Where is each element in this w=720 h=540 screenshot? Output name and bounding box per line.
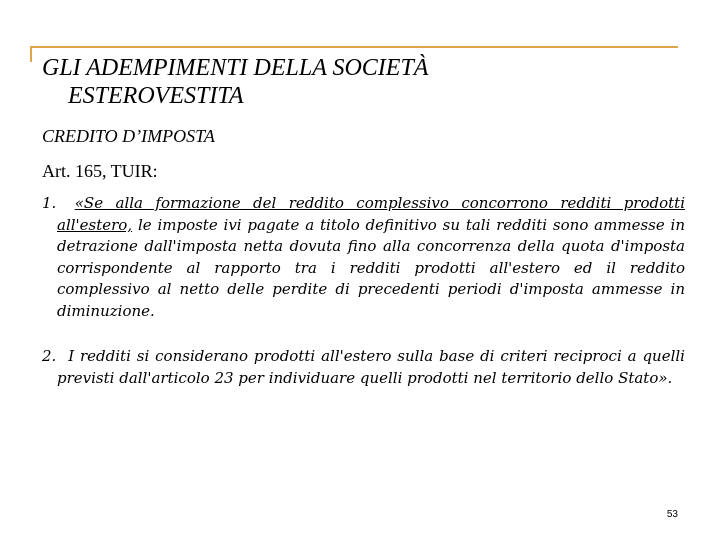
- paragraph-2-text: I redditi si considerano prodotti all'estero sulla base di criteri reciproci a quelli previsti dall'articolo 23 per individuare quelli prodotti nel territorio dello Stato».: [57, 347, 685, 387]
- title-line-1: GLI ADEMPIMENTI DELLA SOCIETÀ: [42, 55, 429, 81]
- article-reference: Art. 165, TUIR:: [42, 161, 158, 181]
- paragraph-1: [42, 193, 685, 322]
- header-rule: [30, 46, 678, 48]
- header-rule-corner: [30, 46, 32, 62]
- slide-title: [42, 54, 682, 110]
- slide-subtitle: CREDITO D’IMPOSTA: [42, 126, 215, 146]
- paragraph-1-text: le imposte ivi pagate a titolo definitivo su tali redditi sono ammesse in detrazione dall'imposta netta dovuta fino alla concorrenza della quota d'imposta corrispondente al rapporto tra i redditi prodotti all'estero ed il reddito complessivo al netto delle perdite di precedenti periodi d'imposta ammesse in diminuzione.: [57, 215, 685, 320]
- paragraph-1-underlined-text: «Se alla formazione del reddito complessivo concorrono redditi prodotti all'estero,: [57, 194, 685, 234]
- page-number: 53: [666, 509, 678, 520]
- paragraph-2: [42, 346, 685, 389]
- paragraph-2-number: 2.: [42, 347, 57, 365]
- paragraph-1-number: 1.: [42, 194, 57, 212]
- title-line-2: ESTEROVESTITA: [68, 83, 244, 109]
